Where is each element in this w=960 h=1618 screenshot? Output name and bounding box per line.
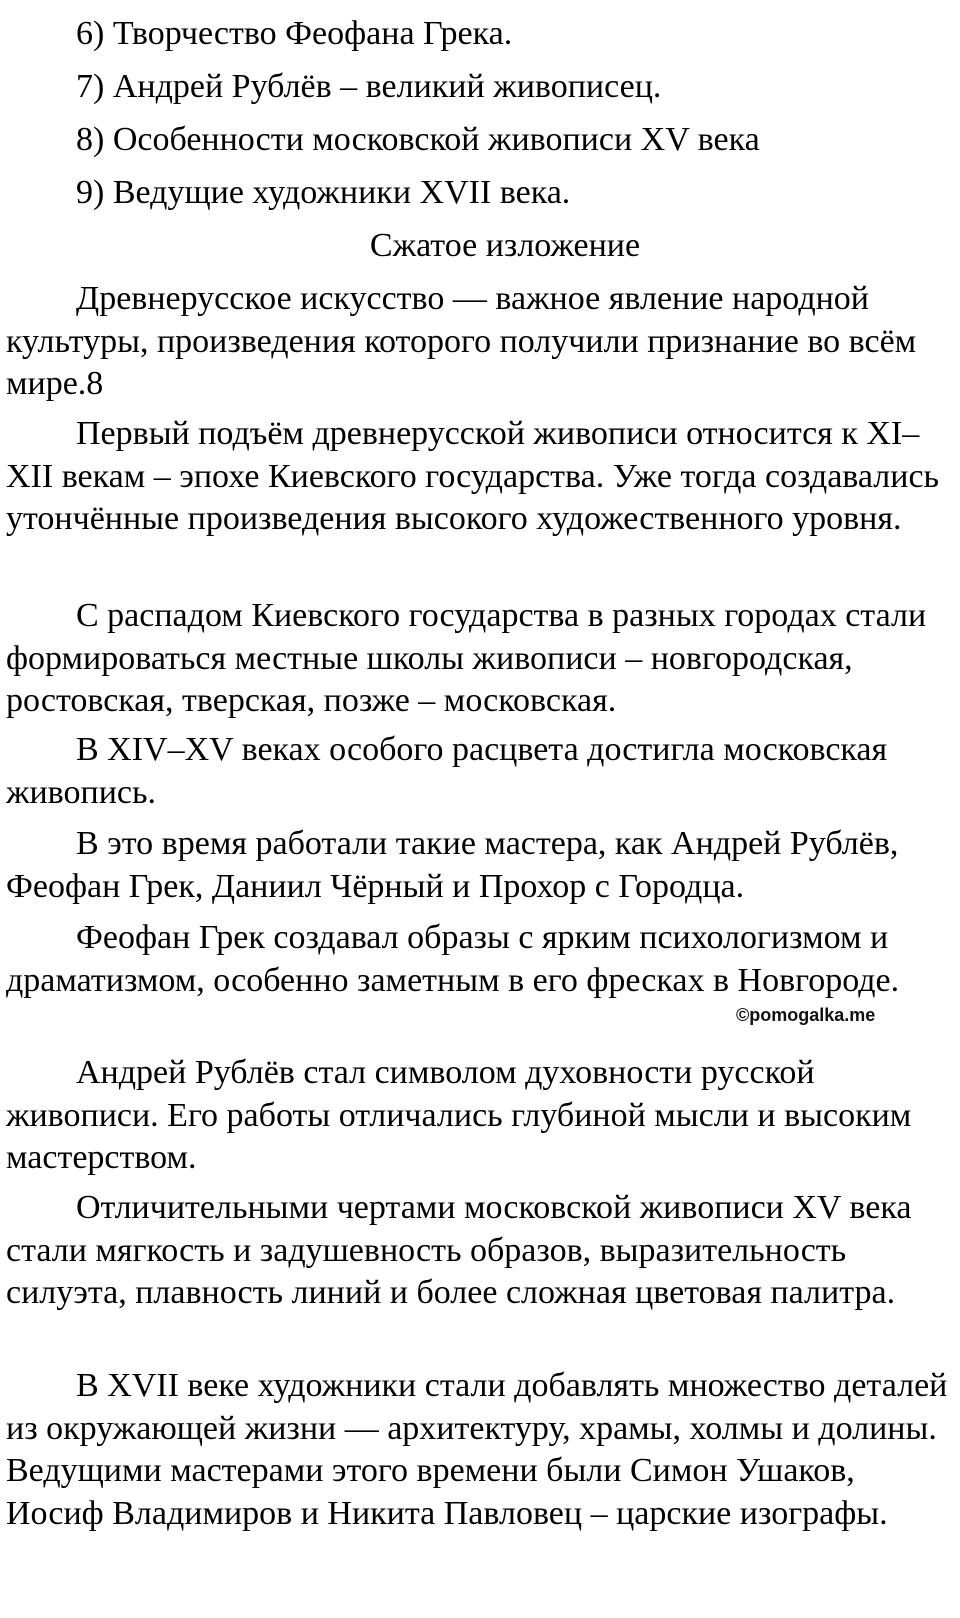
summary-heading: Сжатое изложение: [369, 227, 641, 264]
summary-paragraph-3: С распадом Киевского государства в разных городах стали формироваться местные школы живописи – новгородская, ростовская, тверская, позже – московская.: [6, 597, 927, 719]
outline-item-7: 7) Андрей Рублёв – великий живописец.: [76, 68, 662, 105]
summary-paragraph-6: Феофан Грек создавал образы с ярким психологизмом и драматизмом, особенно заметным в его фресках в Новгороде.: [6, 919, 900, 999]
summary-paragraph-5: В это время работали такие мастера, как Андрей Рублёв, Феофан Грек, Даниил Чёрный и Прохор с Городца.: [6, 825, 899, 905]
outline-item-8: 8) Особенности московской живописи XV века: [76, 121, 760, 158]
summary-paragraph-4: В XIV–XV веках особого расцвета достигла московская живопись.: [6, 731, 888, 811]
summary-paragraph-7: Андрей Рублёв стал символом духовности русской живописи. Его работы отличались глубиной мысли и высоким мастерством.: [6, 1054, 912, 1176]
watermark: ©pomogalka.me: [736, 1005, 876, 1025]
outline-item-6: 6) Творчество Феофана Грека.: [76, 15, 513, 52]
summary-paragraph-2: Первый подъём древнерусской живописи относится к XI–XII векам – эпохе Киевского государства. Уже тогда создавались утончённые произведения высокого художественного уровня.: [6, 415, 940, 537]
summary-paragraph-8: Отличительными чертами московской живописи XV века стали мягкость и задушевность образов, выразительность силуэта, плавность линий и более сложная цветовая палитра.: [6, 1189, 912, 1311]
summary-paragraph-9: В XVII веке художники стали добавлять множество деталей из окружающей жизни — архитектуру, храмы, холмы и долины. Ведущими мастерами этого времени были Симон Ушаков, Иосиф Владимиров и Никита Павловец – царские изографы.: [6, 1367, 948, 1532]
outline-item-9: 9) Ведущие художники XVII века.: [76, 174, 571, 211]
summary-paragraph-1: Древнерусское искусство — важное явление народной культуры, произведения которого получили признание во всём мире.8: [6, 280, 917, 402]
